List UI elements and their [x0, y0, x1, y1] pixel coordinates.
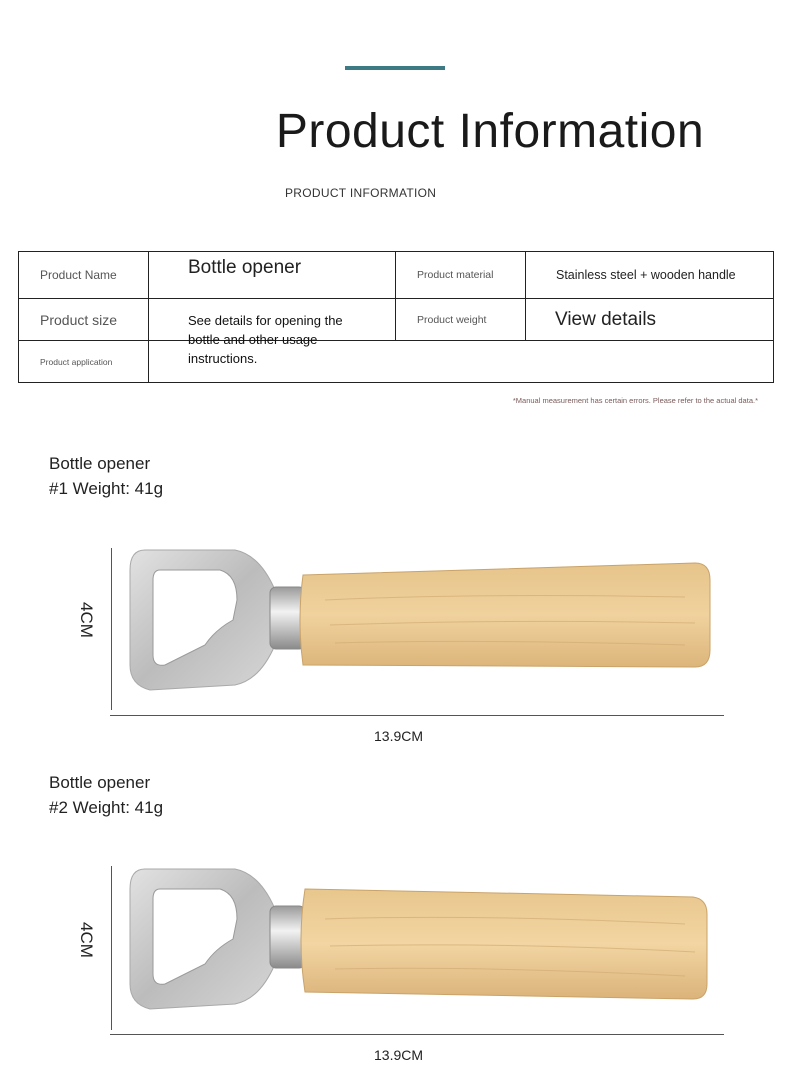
- product-2-length-label: 13.9CM: [374, 1047, 424, 1063]
- page-subtitle: PRODUCT INFORMATION: [285, 186, 437, 200]
- product-info-table: [18, 251, 774, 383]
- product-name-label: Product Name: [19, 252, 149, 299]
- product-2-length-line: [110, 1034, 724, 1035]
- product-weight-label: Product weight: [396, 299, 526, 341]
- product-2-weight: #2 Weight: 41g: [49, 798, 164, 817]
- product-2-image: [125, 864, 725, 1014]
- product-material-value: Stainless steel + wooden handle: [526, 252, 774, 299]
- product-1-image: [125, 545, 725, 695]
- product-1-length-label: 13.9CM: [374, 728, 424, 744]
- product-name-value: Bottle opener: [149, 252, 396, 299]
- product-2-height-line: [111, 866, 112, 1030]
- table-row: [19, 252, 774, 299]
- product-1-length-line: [110, 715, 724, 716]
- table-row: [19, 341, 774, 383]
- product-2-height-label: 4CM: [76, 922, 96, 958]
- product-size-label: Product size: [19, 299, 149, 341]
- product-2-caption: [49, 770, 163, 820]
- product-1-caption: [49, 451, 163, 501]
- measurement-note: *Manual measurement has certain errors. Please refer to the actual data.*: [512, 396, 758, 405]
- product-weight-value: View details: [526, 299, 774, 341]
- product-material-label: Product material: [396, 252, 526, 299]
- table-row: [19, 299, 774, 341]
- product-1-name: Bottle opener: [49, 454, 151, 473]
- product-1-weight: #1 Weight: 41g: [49, 479, 164, 498]
- product-1-height-line: [111, 548, 112, 710]
- page-title: Product Information: [275, 105, 705, 158]
- product-size-cell: [149, 299, 396, 366]
- product-size-value: See details for opening the bottle and other usage instructions.: [188, 313, 343, 366]
- product-application-label: Product application: [19, 341, 149, 383]
- product-application-value: [149, 341, 774, 383]
- product-1-height-label: 4CM: [76, 602, 96, 638]
- product-2-name: Bottle opener: [49, 773, 151, 792]
- accent-bar: [345, 66, 445, 70]
